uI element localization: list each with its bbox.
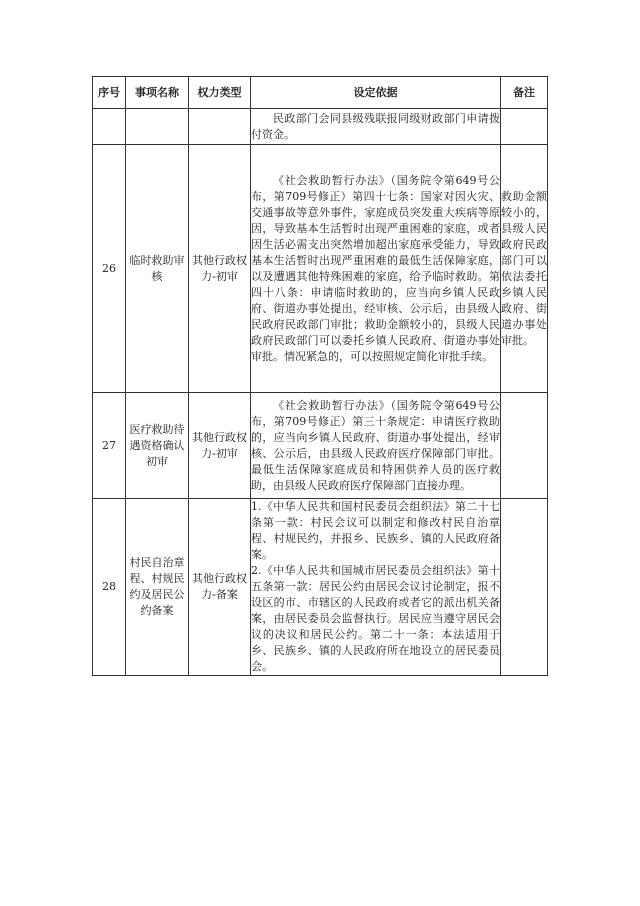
item-name: 临时救助审核: [126, 145, 189, 393]
header-type: 权力类型: [189, 77, 251, 109]
remark: 救助金额较小的，县级人民政府民政部门可以依法委托乡镇人民政府、街道办事处审批。: [501, 145, 548, 393]
table-row-27: [93, 393, 548, 499]
power-type: 其他行政权力-备案: [189, 499, 251, 676]
row-number: 26: [93, 145, 126, 393]
table-row-28: [93, 499, 548, 676]
row-number: 28: [93, 499, 126, 676]
item-name: 村民自治章程、村规民约及居民公约备案: [126, 499, 189, 676]
basis-paragraph: 《社会救助暂行办法》（国务院令第649号公布，第709号修正）第四十七条：国家对因火灾、交通事故等意外事件，家庭成员突发重大疾病等原因，导致基本生活暂时出现严重困难的家庭，或者因生活必需支出突然增加超出家庭承受能力，导致基本生活暂时出现严重困难的最低生活保障家庭，以及遭遇其他特殊困难的家庭，给予临时救助。第四十八条：申请临时救助的，应当向乡镇人民政府、街道办事处提出，经审核、公示后，由县级人民政府民政部门审批；救助金额较小的，县级人民政府民政部门可以委托乡镇人民政府、街道办事处审批。情况紧急的，可以按照规定简化审批手续。: [251, 173, 500, 363]
continuation-note: [501, 109, 548, 145]
items-table: [92, 76, 548, 676]
header-row: [93, 77, 548, 109]
continuation-type: [189, 109, 251, 145]
legal-basis: [251, 145, 501, 393]
continuation-num: [93, 109, 126, 145]
remark: [501, 393, 548, 499]
power-type: 其他行政权力-初审: [189, 145, 251, 393]
header-note: 备注: [501, 77, 548, 109]
basis-paragraph: 1.《中华人民共和国村民委员会组织法》第二十七条第一款：村民会议可以制定和修改村民自治章程、村规民约，并报乡、民族乡、镇的人民政府备案。: [251, 500, 500, 561]
basis-paragraph: 《社会救助暂行办法》（国务院令第649号公布，第709号修正）第三十条规定：申请医疗救助的，应当向乡镇人民政府、街道办事处提出，经审核、公示后，由县级人民政府医疗保障部门审批。最低生活保障家庭成员和特困供养人员的医疗救助，由县级人民政府医疗保障部门直接办理。: [251, 398, 500, 492]
header-seq: 序号: [93, 77, 126, 109]
basis-paragraph: 2.《中华人民共和国城市居民委员会组织法》第十五条第一款：居民公约由居民会议讨论制定，报不设区的市、市辖区的人民政府或者它的派出机关备案，由居民委员会监督执行。居民应当遵守居民会议的决议和居民公约。第二十一条：本法适用于乡、民族乡、镇的人民政府所在地设立的居民委员会。: [251, 564, 500, 673]
header-name: 事项名称: [126, 77, 189, 109]
header-basis: 设定依据: [251, 77, 501, 109]
continuation-basis: 民政部门会同县级残联报同级财政部门申请拨付资金。: [251, 109, 501, 145]
legal-basis: [251, 393, 501, 499]
power-type: 其他行政权力-初审: [189, 393, 251, 499]
table-row-26: [93, 145, 548, 393]
legal-basis: [251, 499, 501, 676]
item-name: 医疗救助待遇资格确认初审: [126, 393, 189, 499]
continuation-name: [126, 109, 189, 145]
row-number: 27: [93, 393, 126, 499]
remark: [501, 499, 548, 676]
continuation-row: [93, 109, 548, 145]
